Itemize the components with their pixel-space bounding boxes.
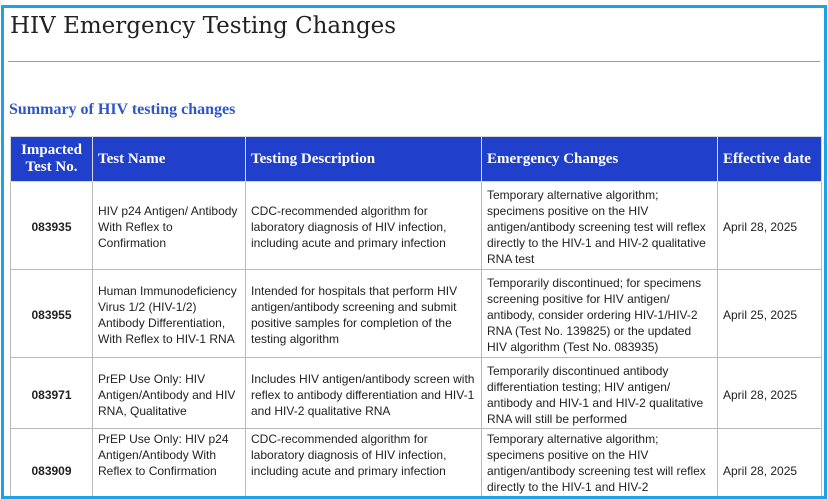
table-row (11, 429, 822, 499)
test-name: Human Immunodeficiency Virus 1/2 (HIV-1/2) Antibody Differentiation, With Reflex to HIV-1 RNA (93, 270, 246, 358)
header-impacted-test-no: Impacted Test No. (11, 137, 93, 182)
content-frame (1, 5, 827, 499)
effective-date: April 25, 2025 (718, 270, 822, 358)
effective-date: April 28, 2025 (718, 182, 822, 270)
testing-description: CDC-recommended algorithm for laboratory diagnosis of HIV infection, including acute and primary infection (246, 182, 482, 270)
header-effective-date: Effective date (718, 137, 822, 182)
testing-description: CDC-recommended algorithm for laboratory diagnosis of HIV infection, including acute and primary infection (246, 429, 482, 499)
page-title: HIV Emergency Testing Changes (10, 13, 397, 39)
header-test-name: Test Name (93, 137, 246, 182)
hiv-testing-changes-table (10, 136, 822, 499)
testing-description: Intended for hospitals that perform HIV antigen/antibody screening and submit positive samples for completion of the testing algorithm (246, 270, 482, 358)
table-row (11, 270, 822, 358)
title-divider (8, 61, 820, 62)
emergency-changes: Temporarily discontinued; for specimens screening positive for HIV antigen/ antibody, consider ordering HIV-1/HIV-2 RNA (Test No. 139825) or the updated HIV algorithm (Test No. 083935) (482, 270, 718, 358)
table-row (11, 182, 822, 270)
test-name: PrEP Use Only: HIV Antigen/Antibody and HIV RNA, Qualitative (93, 358, 246, 429)
test-number: 083971 (11, 358, 93, 429)
effective-date: April 28, 2025 (718, 358, 822, 429)
test-number: 083909 (11, 429, 93, 499)
testing-description: Includes HIV antigen/antibody screen with reflex to antibody differentiation and HIV-1 and HIV-2 qualitative RNA (246, 358, 482, 429)
table-header-row (11, 137, 822, 182)
test-number: 083955 (11, 270, 93, 358)
emergency-changes: Temporary alternative algorithm; specimens positive on the HIV antigen/antibody screening test will reflex directly to the HIV-1 and HIV-2 qualitative RNA test (482, 182, 718, 270)
test-number: 083935 (11, 182, 93, 270)
effective-date: April 28, 2025 (718, 429, 822, 499)
header-emergency-changes: Emergency Changes (482, 137, 718, 182)
header-testing-description: Testing Description (246, 137, 482, 182)
test-name: HIV p24 Antigen/ Antibody With Reflex to Confirmation (93, 182, 246, 270)
test-name: PrEP Use Only: HIV p24 Antigen/Antibody With Reflex to Confirmation (93, 429, 246, 499)
table-row (11, 358, 822, 429)
section-heading: Summary of HIV testing changes (9, 101, 236, 118)
emergency-changes: Temporarily discontinued antibody differentiation testing; HIV antigen/ antibody and HIV-1 and HIV-2 qualitative RNA will still be performed (482, 358, 718, 429)
emergency-changes: Temporary alternative algorithm; specimens positive on the HIV antigen/antibody screening test will reflex directly to the HIV-1 and HIV-2 (482, 429, 718, 499)
